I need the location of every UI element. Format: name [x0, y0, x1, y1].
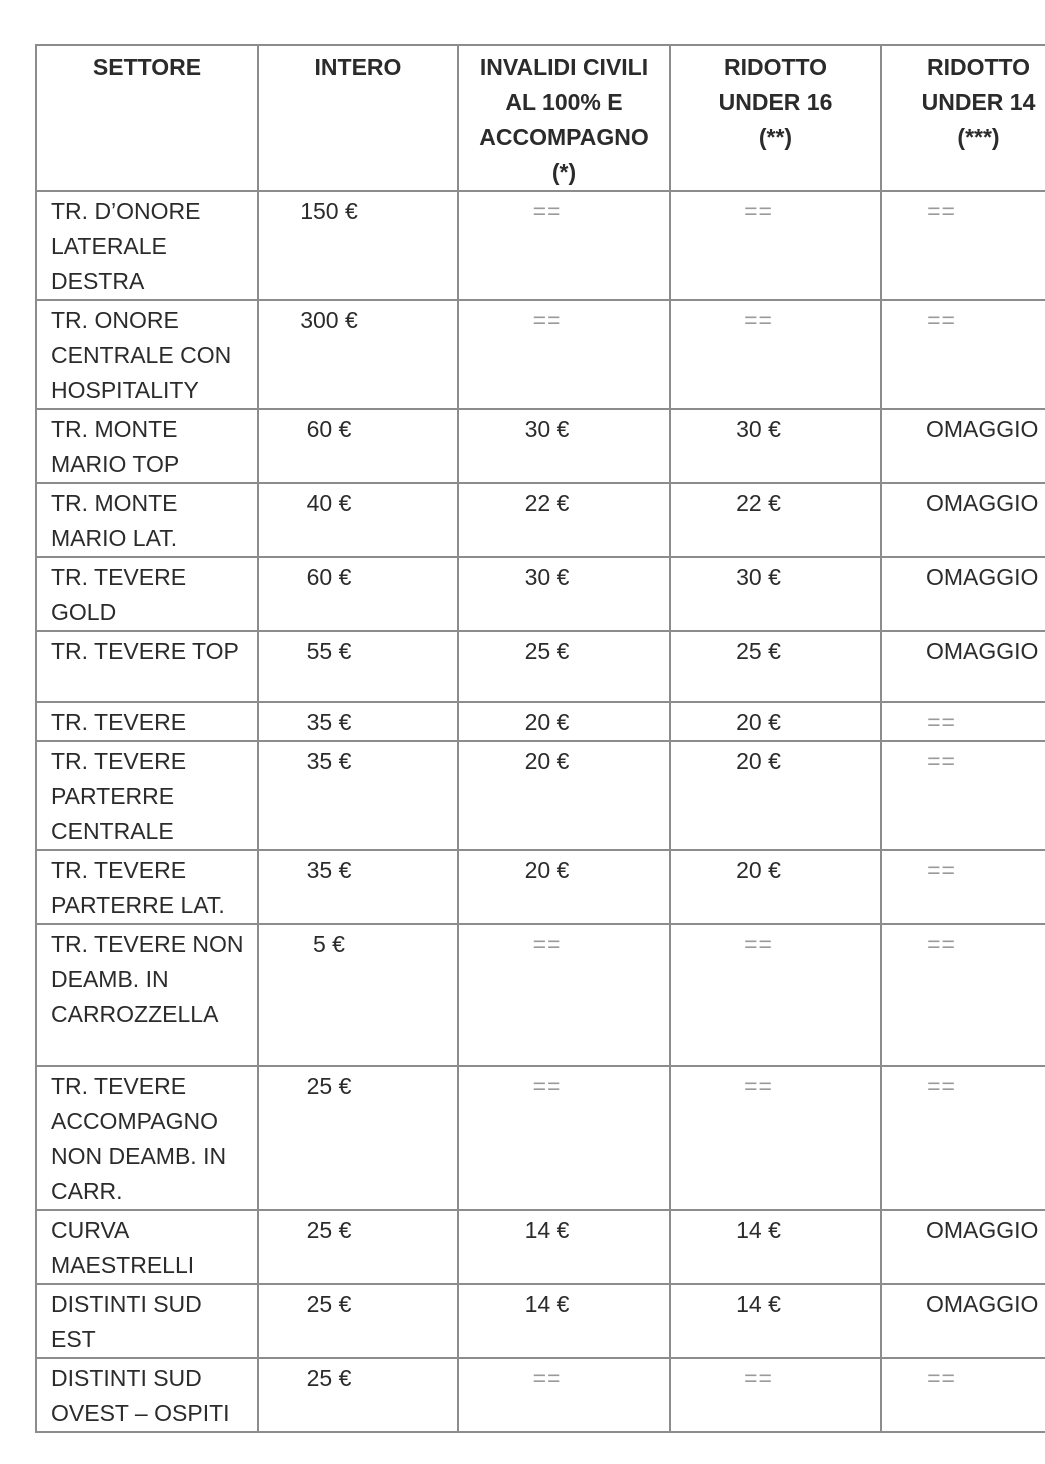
intero-cell: 60 €: [258, 557, 458, 631]
invalidi-cell: 22 €: [458, 483, 670, 557]
table-row: [36, 1066, 1045, 1210]
sector-cell: [36, 1066, 258, 1210]
sector-label: TR. TEVERE: [51, 709, 187, 735]
header-invalidi: INVALIDI CIVILI AL 100% E ACCOMPAGNO (*): [458, 45, 670, 191]
sector-label: TR. TEVERE PARTERRE LAT.: [51, 857, 225, 918]
sector-cell: [36, 1358, 258, 1432]
sector-label: CURVA MAESTRELLI: [51, 1217, 195, 1278]
under16-cell: ==: [670, 1358, 881, 1432]
invalidi-cell: ==: [458, 1066, 670, 1210]
under14-cell: OMAGGIO: [881, 1210, 1045, 1284]
sector-cell: [36, 631, 258, 702]
under16-cell: 14 €: [670, 1210, 881, 1284]
header-under16: RIDOTTO UNDER 16 (**): [670, 45, 881, 191]
under14-cell: ==: [881, 300, 1045, 409]
under14-cell: OMAGGIO: [881, 1284, 1045, 1358]
invalidi-cell: ==: [458, 191, 670, 300]
table-row: [36, 557, 1045, 631]
sector-label: TR. TEVERE GOLD: [51, 564, 187, 625]
sector-cell: [36, 557, 258, 631]
intero-cell: 55 €: [258, 631, 458, 702]
sector-cell: [36, 924, 258, 1066]
under16-cell: 25 €: [670, 631, 881, 702]
invalidi-cell: ==: [458, 924, 670, 1066]
sector-label: TR. TEVERE TOP: [51, 638, 239, 664]
header-row: [36, 45, 1045, 191]
intero-cell: 25 €: [258, 1358, 458, 1432]
under16-cell: 30 €: [670, 409, 881, 483]
invalidi-cell: 25 €: [458, 631, 670, 702]
table-row: [36, 1284, 1045, 1358]
under14-cell: ==: [881, 191, 1045, 300]
table-row: [36, 741, 1045, 850]
table-row: [36, 300, 1045, 409]
intero-cell: 25 €: [258, 1066, 458, 1210]
intero-cell: 25 €: [258, 1284, 458, 1358]
under16-cell: ==: [670, 300, 881, 409]
intero-cell: 60 €: [258, 409, 458, 483]
invalidi-cell: 30 €: [458, 557, 670, 631]
under14-cell: OMAGGIO: [881, 409, 1045, 483]
intero-cell: 25 €: [258, 1210, 458, 1284]
header-settore: SETTORE: [36, 45, 258, 191]
under14-cell: ==: [881, 850, 1045, 924]
under14-cell: ==: [881, 741, 1045, 850]
sector-label: TR. MONTE MARIO LAT.: [51, 490, 178, 551]
invalidi-cell: 20 €: [458, 702, 670, 741]
table-row: [36, 191, 1045, 300]
under14-cell: ==: [881, 924, 1045, 1066]
sector-cell: [36, 191, 258, 300]
sector-cell: [36, 1284, 258, 1358]
under14-cell: OMAGGIO: [881, 557, 1045, 631]
table-body: [36, 191, 1045, 1432]
table-row: [36, 1358, 1045, 1432]
under16-cell: ==: [670, 1066, 881, 1210]
under16-cell: 14 €: [670, 1284, 881, 1358]
under16-cell: 20 €: [670, 702, 881, 741]
header-under14: RIDOTTO UNDER 14 (***): [881, 45, 1045, 191]
under14-cell: ==: [881, 1066, 1045, 1210]
ticket-price-table: [35, 44, 1045, 1433]
sector-label: TR. TEVERE PARTERRE CENTRALE: [51, 748, 187, 844]
sector-cell: [36, 409, 258, 483]
invalidi-cell: 30 €: [458, 409, 670, 483]
sector-cell: [36, 483, 258, 557]
intero-cell: 35 €: [258, 741, 458, 850]
invalidi-cell: 20 €: [458, 850, 670, 924]
sector-label: DISTINTI SUD OVEST – OSPITI: [51, 1365, 230, 1426]
under14-cell: OMAGGIO: [881, 483, 1045, 557]
invalidi-cell: 14 €: [458, 1210, 670, 1284]
sector-cell: [36, 1210, 258, 1284]
sector-cell: [36, 702, 258, 741]
sector-cell: [36, 850, 258, 924]
table-row: [36, 702, 1045, 741]
intero-cell: 300 €: [258, 300, 458, 409]
intero-cell: 35 €: [258, 702, 458, 741]
under14-cell: OMAGGIO: [881, 631, 1045, 702]
under16-cell: 20 €: [670, 850, 881, 924]
sector-cell: [36, 300, 258, 409]
under14-cell: ==: [881, 702, 1045, 741]
sector-label: TR. TEVERE NON DEAMB. IN CARROZZELLA: [51, 931, 244, 1027]
under16-cell: ==: [670, 191, 881, 300]
table-row: [36, 483, 1045, 557]
intero-cell: 40 €: [258, 483, 458, 557]
sector-label: TR. MONTE MARIO TOP: [51, 416, 180, 477]
invalidi-cell: ==: [458, 300, 670, 409]
table-row: [36, 924, 1045, 1066]
table-row: [36, 631, 1045, 702]
intero-cell: 150 €: [258, 191, 458, 300]
under16-cell: 30 €: [670, 557, 881, 631]
under14-cell: ==: [881, 1358, 1045, 1432]
intero-cell: 5 €: [258, 924, 458, 1066]
intero-cell: 35 €: [258, 850, 458, 924]
header-intero: INTERO: [258, 45, 458, 191]
under16-cell: 22 €: [670, 483, 881, 557]
under16-cell: ==: [670, 924, 881, 1066]
sector-label: TR. D’ONORE LATERALE DESTRA: [51, 198, 201, 294]
table-row: [36, 409, 1045, 483]
invalidi-cell: 20 €: [458, 741, 670, 850]
under16-cell: 20 €: [670, 741, 881, 850]
invalidi-cell: 14 €: [458, 1284, 670, 1358]
sector-label: TR. TEVERE ACCOMPAGNO NON DEAMB. IN CARR.: [51, 1073, 227, 1204]
table-row: [36, 1210, 1045, 1284]
table-row: [36, 850, 1045, 924]
sector-label: TR. ONORE CENTRALE CON HOSPITALITY: [51, 307, 232, 403]
invalidi-cell: ==: [458, 1358, 670, 1432]
sector-label: DISTINTI SUD EST: [51, 1291, 202, 1352]
sector-cell: [36, 741, 258, 850]
